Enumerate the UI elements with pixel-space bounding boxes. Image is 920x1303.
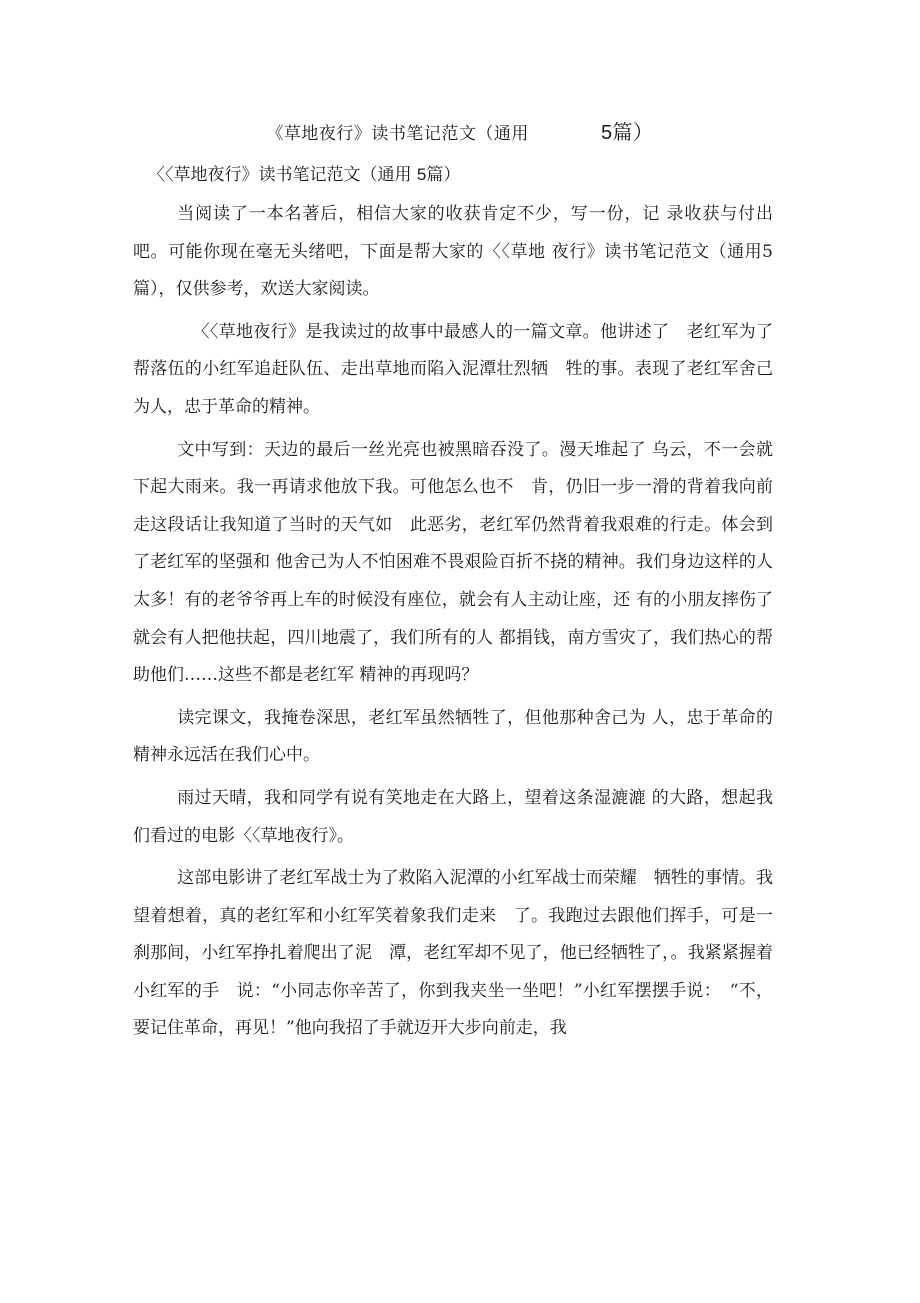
document-subtitle [148,160,460,185]
document-title-count: 5篇） [600,122,654,144]
document-title-text: 《草地夜行》读书笔记范文（通用 [266,124,529,144]
document-body [133,196,790,1053]
document-subtitle-text: 〈〈草地夜行》读书笔记范文（通用 [148,165,417,185]
paragraph-summary: 〈〈草地夜行》是我读过的故事中最感人的一篇文章。他讲述了 老红军为了帮落伍的小红军追赶队伍、走出草地而陷入泥潭壮烈牺 牲的事。表现了老红军舍己为人，忠于革命的精神。 [133,321,773,417]
paragraph-quote-reflection: 文中写到：天边的最后一丝光亮也被黑暗吞没了。漫天堆起了 乌云，不一会就下起大雨来。我一再请求他放下我。可他怎么也不 肯，仍旧一步一滑的背着我向前走这段话让我知道了当时的天气如 此恶劣，老红军仍然背着我艰难的行走。体会到了老红军的坚强和 他舍己为人不怕困难不畏艰险百折不挠的精神。我们身边这样的人 太多！有的老爷爷再上车的时候没有座位，就会有人主动让座，还 有的小朋友摔伤了就会有人把他扶起，四川地震了，我们所有的人 都捐钱，南方雪灾了，我们热心的帮助他们……这些不都是老红军 精神的再现吗？ [133,439,790,686]
paragraph-after-rain: 雨过天晴，我和同学有说有笑地走在大路上，望着这条湿漉漉 的大路，想起我们看过的电影〈〈草地夜行》。 [133,787,773,846]
paragraph-intro: 当阅读了一本名著后，相信大家的收获肯定不少，写一份，记 录收获与付出吧。可能你现在毫无头绪吧，下面是帮大家的〈〈草地 夜行》读书笔记范文（通用5篇），仅供参考，欢送大家阅读。 [133,204,773,300]
paragraph-film: 这部电影讲了老红军战士为了救陷入泥潭的小红军战士而荣耀 牺牲的事情。我望着想着，真的老红军和小红军笑着象我们走来 了。我跑过去跟他们挥手，可是一刹那间，小红军挣扎着爬出了泥 潭，老红军却不见了，他已经牺牲了，。我紧紧握着小红军的手 说：“小同志你辛苦了，你到我夹坐一坐吧！”小红军摆摆手说： “不，要记住革命，再见！”他向我招了手就迈开大步向前走，我 [133,868,773,1039]
document-subtitle-count: 5篇） [416,165,461,184]
document-title [0,116,920,145]
paragraph-after-reading: 读完课文，我掩卷深思，老红军虽然牺牲了，但他那种舍己为 人，忠于革命的精神永远活在我们心中。 [133,707,773,766]
